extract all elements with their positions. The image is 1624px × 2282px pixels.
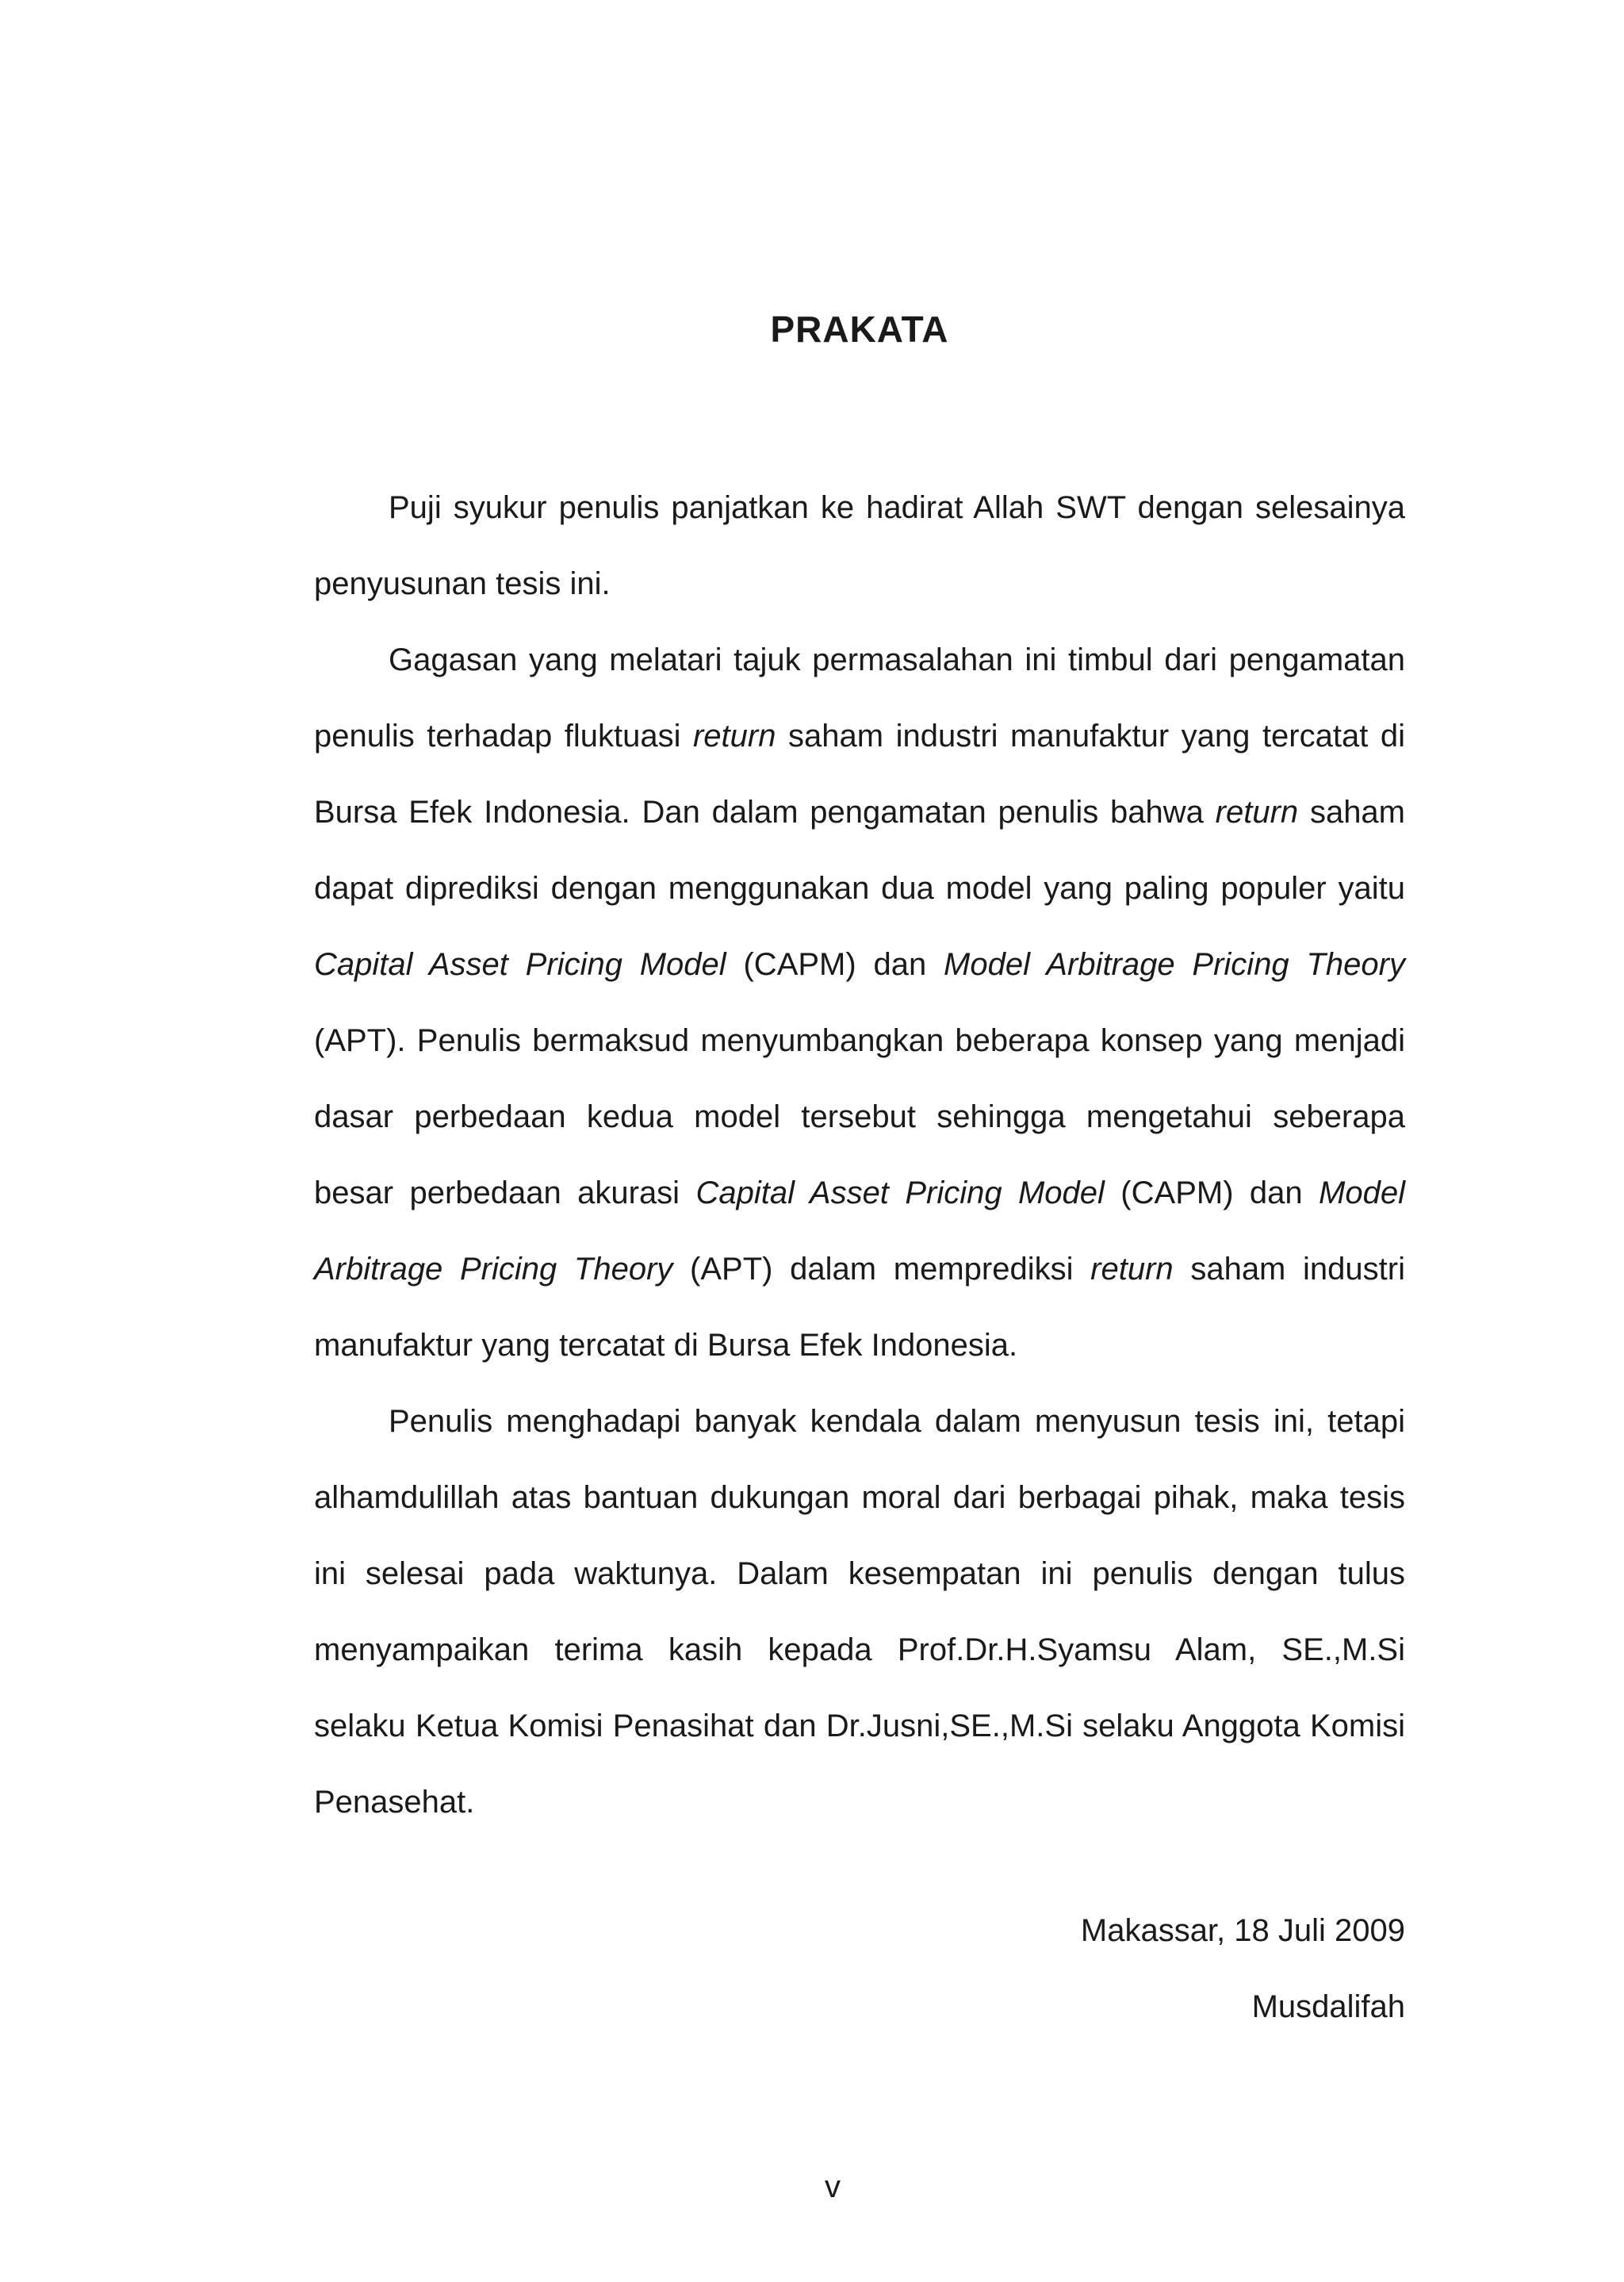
italic-term: return (692, 719, 776, 754)
paragraph-3 (314, 1383, 1405, 1840)
italic-term: Model Arbitrage Pricing Theory (314, 1176, 1405, 1287)
page-number: v (825, 2169, 841, 2204)
place-date: Makassar, 18 Juli 2009 (1080, 1913, 1405, 1948)
author-name: Musdalifah (1251, 1989, 1405, 2024)
text-run: Penulis menghadapi banyak kendala dalam menyusun tesis ini, tetapi alhamdulillah atas bantuan dukungan moral dari berbagai pihak, maka tesis ini selesai pada waktunya. Dalam kesempatan ini penulis dengan tulus menyampaikan terima kasih kepada Prof.Dr.H.Syamsu Alam, SE.,M.Si selaku Ketua Komisi Penasihat dan Dr.Jusni,SE.,M.Si selaku Anggota Komisi Penasehat. (314, 1404, 1405, 1820)
body-text (314, 470, 1405, 1840)
italic-term: Capital Asset Pricing Model (314, 947, 726, 982)
italic-term: Capital Asset Pricing Model (695, 1176, 1105, 1210)
text-run: (APT) dalam memprediksi (672, 1252, 1091, 1287)
italic-term: return (1090, 1252, 1174, 1287)
text-run: saham industri manufaktur yang tercatat di Bursa Efek Indonesia. Dan dalam pengamatan penulis bahwa (314, 719, 1405, 830)
text-run: (CAPM) dan (1104, 1176, 1320, 1210)
text-run: saham dapat diprediksi dengan menggunakan dua model yang paling populer yaitu (314, 795, 1406, 906)
paragraph-2 (314, 622, 1405, 1383)
text-run: (CAPM) dan (726, 947, 944, 982)
italic-term: Model Arbitrage Pricing Theory (944, 947, 1405, 982)
text-run: (APT). Penulis bermaksud menyumbangkan beberapa konsep yang menjadi dasar perbedaan kedua model tersebut sehingga mengetahui seberapa besar perbedaan akurasi (314, 1023, 1405, 1210)
paragraph-1 (314, 470, 1405, 622)
page-title: PRAKATA (770, 309, 949, 350)
text-run: Gagasan yang melatari tajuk permasalahan ini timbul dari pengamatan penulis terhadap fluktuasi (314, 642, 1405, 754)
italic-term: return (1215, 795, 1299, 830)
text-run: saham industri manufaktur yang tercatat di Bursa Efek Indonesia. (314, 1252, 1405, 1363)
text-run: Puji syukur penulis panjatkan ke hadirat Allah SWT dengan selesainya penyusunan tesis ini. (314, 490, 1405, 601)
